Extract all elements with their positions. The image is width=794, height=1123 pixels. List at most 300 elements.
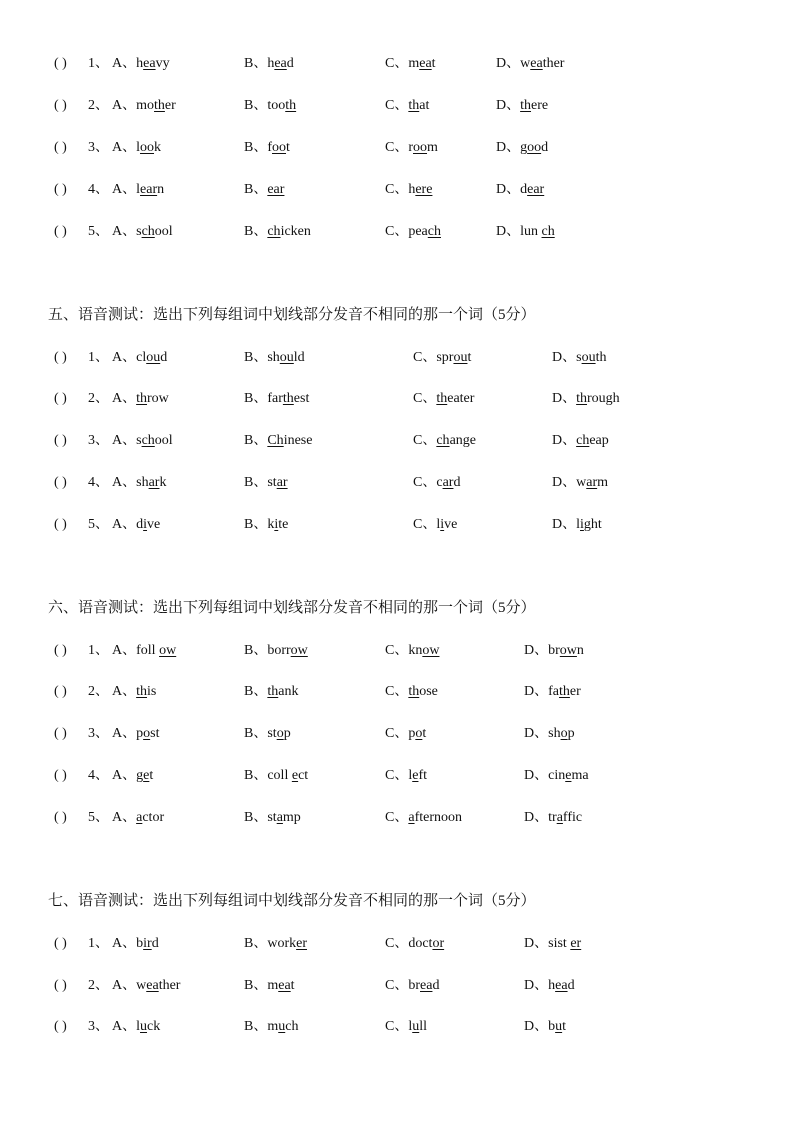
word-part: d xyxy=(432,978,440,993)
word-part: p xyxy=(136,726,144,741)
section-title: 五、语音测试：选出下列每组词中划线部分发音不相同的那一个词（5分） xyxy=(48,307,536,323)
option-a xyxy=(112,681,156,703)
word-part: d xyxy=(453,475,461,490)
option-word xyxy=(436,350,471,365)
option-word xyxy=(520,56,564,71)
option-word xyxy=(267,810,300,825)
underlined-part: ea xyxy=(419,56,432,71)
option-a xyxy=(112,723,159,745)
option-letter: C、 xyxy=(413,350,437,365)
answer-blank[interactable]: ( ) xyxy=(54,517,67,532)
word-part: n xyxy=(576,643,584,658)
word-part: st xyxy=(150,726,160,741)
option-word xyxy=(267,140,290,155)
option-letter: B、 xyxy=(244,475,268,490)
option-letter: A、 xyxy=(112,391,137,406)
question-number: 1、 xyxy=(88,936,109,951)
option-letter: A、 xyxy=(112,684,137,699)
word-part: d xyxy=(160,350,168,365)
option-word xyxy=(548,643,584,658)
option-letter: D、 xyxy=(496,98,521,113)
option-b xyxy=(244,472,288,494)
underlined-part: ow xyxy=(559,643,577,658)
option-letter: B、 xyxy=(244,726,268,741)
option-letter: A、 xyxy=(112,517,137,532)
option-b xyxy=(244,347,305,369)
answer-blank[interactable]: ( ) xyxy=(54,224,67,239)
word-part: g xyxy=(136,768,144,783)
word-part: ank xyxy=(278,684,299,699)
underlined-part: u xyxy=(412,1019,420,1034)
option-word xyxy=(548,978,574,993)
word-part: er xyxy=(569,684,581,699)
option-letter: B、 xyxy=(244,517,268,532)
word-part: te xyxy=(278,517,289,532)
option-c xyxy=(385,53,436,75)
underlined-part: a xyxy=(556,810,563,825)
option-b xyxy=(244,933,307,955)
word-part: t xyxy=(562,1019,567,1034)
question-number: 2、 xyxy=(88,978,109,993)
option-a xyxy=(112,347,167,369)
option-d xyxy=(552,347,606,369)
underlined-part: oo xyxy=(413,140,428,155)
option-c xyxy=(413,514,457,536)
option-word xyxy=(267,978,294,993)
option-c xyxy=(385,179,432,201)
option-a xyxy=(112,514,160,536)
option-letter: D、 xyxy=(552,350,577,365)
word-part: ool xyxy=(154,224,173,239)
answer-blank[interactable]: ( ) xyxy=(54,182,67,197)
option-letter: C、 xyxy=(385,684,409,699)
underlined-part: ow xyxy=(422,643,440,658)
question-number: 3、 xyxy=(88,726,109,741)
word-part: m xyxy=(427,140,438,155)
option-letter: D、 xyxy=(496,140,521,155)
option-letter: D、 xyxy=(496,182,521,197)
question-number: 3、 xyxy=(88,433,109,448)
underlined-part: ea xyxy=(278,978,291,993)
word-part: h xyxy=(267,56,275,71)
answer-blank[interactable]: ( ) xyxy=(54,810,67,825)
underlined-part: u xyxy=(140,1019,148,1034)
underlined-part: oo xyxy=(140,140,155,155)
word-part: tr xyxy=(548,810,557,825)
option-c xyxy=(413,388,474,410)
option-letter: D、 xyxy=(524,978,549,993)
answer-blank[interactable]: ( ) xyxy=(54,726,67,741)
word-part: ck xyxy=(147,1019,161,1034)
underlined-part: o xyxy=(560,726,568,741)
underlined-part: th xyxy=(576,391,588,406)
question-number: 3、 xyxy=(88,140,109,155)
underlined-part: ear xyxy=(527,182,545,197)
word-part: d xyxy=(520,182,528,197)
option-letter: C、 xyxy=(385,643,409,658)
option-word xyxy=(267,1019,298,1034)
question-row xyxy=(0,53,794,75)
question-number: 3、 xyxy=(88,1019,109,1034)
option-letter: D、 xyxy=(524,1019,549,1034)
underlined-part: e xyxy=(291,768,299,783)
option-word xyxy=(576,517,602,532)
question-row xyxy=(0,95,794,117)
word-part: w xyxy=(520,56,531,71)
option-word xyxy=(136,475,166,490)
option-word xyxy=(136,433,173,448)
word-part: ose xyxy=(419,684,438,699)
word-part: k xyxy=(267,517,275,532)
underlined-part: ou xyxy=(453,350,468,365)
option-word xyxy=(548,684,581,699)
option-word xyxy=(267,768,308,783)
underlined-part: ea xyxy=(420,978,433,993)
option-letter: B、 xyxy=(244,350,268,365)
underlined-part: ir xyxy=(143,936,152,951)
option-b xyxy=(244,53,294,75)
word-part: sh xyxy=(548,726,561,741)
option-letter: A、 xyxy=(112,56,137,71)
word-part: ght xyxy=(583,517,602,532)
option-b xyxy=(244,723,291,745)
word-part: icken xyxy=(280,224,311,239)
option-word xyxy=(136,978,180,993)
option-b xyxy=(244,430,312,452)
option-d xyxy=(524,1016,566,1038)
option-word xyxy=(408,643,439,658)
underlined-part: a xyxy=(276,810,283,825)
underlined-part: th xyxy=(408,98,420,113)
word-part: p xyxy=(567,726,575,741)
answer-blank[interactable]: ( ) xyxy=(54,475,67,490)
answer-blank[interactable]: ( ) xyxy=(54,936,67,951)
word-part: m xyxy=(267,1019,279,1034)
question-number: 1、 xyxy=(88,56,109,71)
word-part: is xyxy=(147,684,157,699)
underlined-part: i xyxy=(143,517,148,532)
option-a xyxy=(112,388,169,410)
option-letter: D、 xyxy=(552,433,577,448)
option-word xyxy=(136,936,159,951)
option-word xyxy=(267,56,293,71)
word-part: l xyxy=(136,182,141,197)
word-part: foll xyxy=(136,643,160,658)
option-word xyxy=(408,726,426,741)
answer-blank[interactable]: ( ) xyxy=(54,350,67,365)
word-part: rough xyxy=(587,391,620,406)
word-part: sh xyxy=(267,350,280,365)
underlined-part: ch xyxy=(141,433,155,448)
option-word xyxy=(267,517,288,532)
underlined-part: er xyxy=(296,936,308,951)
word-part: st xyxy=(267,475,277,490)
answer-blank[interactable]: ( ) xyxy=(54,391,67,406)
option-word xyxy=(408,978,439,993)
word-part: ve xyxy=(147,517,161,532)
underlined-part: th xyxy=(136,684,148,699)
answer-blank[interactable]: ( ) xyxy=(54,1019,67,1034)
question-row xyxy=(0,514,794,536)
word-part: d xyxy=(151,936,159,951)
underlined-part: ar xyxy=(442,475,454,490)
option-letter: B、 xyxy=(244,224,268,239)
question-row xyxy=(0,640,794,662)
option-word xyxy=(548,726,574,741)
option-word xyxy=(548,768,588,783)
word-part: c xyxy=(436,475,443,490)
option-letter: A、 xyxy=(112,140,137,155)
option-word xyxy=(136,643,176,658)
option-word xyxy=(267,684,298,699)
option-letter: B、 xyxy=(244,684,268,699)
underlined-part: th xyxy=(136,391,148,406)
option-a xyxy=(112,95,176,117)
option-letter: D、 xyxy=(552,391,577,406)
word-part: br xyxy=(408,978,421,993)
option-word xyxy=(408,936,444,951)
question-number: 1、 xyxy=(88,643,109,658)
question-row xyxy=(0,933,794,955)
option-a xyxy=(112,933,159,955)
word-part: ther xyxy=(542,56,565,71)
option-word xyxy=(576,475,608,490)
option-d xyxy=(524,723,575,745)
option-d xyxy=(496,137,548,159)
underlined-part: ow xyxy=(290,643,308,658)
option-word xyxy=(520,182,544,197)
underlined-part: o xyxy=(415,726,423,741)
option-letter: C、 xyxy=(413,391,437,406)
underlined-part: ar xyxy=(586,475,598,490)
underlined-part: i xyxy=(440,517,445,532)
option-a xyxy=(112,975,180,997)
option-c xyxy=(385,807,462,829)
option-letter: C、 xyxy=(385,1019,409,1034)
option-d xyxy=(496,179,544,201)
word-part: ll xyxy=(419,1019,428,1034)
answer-blank[interactable]: ( ) xyxy=(54,768,67,783)
answer-blank[interactable]: ( ) xyxy=(54,433,67,448)
option-d xyxy=(552,430,609,452)
option-letter: B、 xyxy=(244,391,268,406)
question-row xyxy=(0,137,794,159)
option-letter: A、 xyxy=(112,978,137,993)
option-b xyxy=(244,221,311,243)
option-c xyxy=(385,681,438,703)
option-c xyxy=(385,640,439,662)
answer-blank[interactable]: ( ) xyxy=(54,684,67,699)
answer-blank[interactable]: ( ) xyxy=(54,643,67,658)
option-word xyxy=(576,391,620,406)
option-word xyxy=(408,1019,427,1034)
word-part: d xyxy=(136,517,144,532)
word-part: ma xyxy=(571,768,589,783)
word-part: borr xyxy=(267,643,291,658)
answer-blank[interactable]: ( ) xyxy=(54,98,67,113)
underlined-part: oo xyxy=(272,140,287,155)
option-letter: A、 xyxy=(112,182,137,197)
underlined-part: e xyxy=(143,768,150,783)
option-letter: C、 xyxy=(385,98,409,113)
question-number: 5、 xyxy=(88,517,109,532)
word-part: p xyxy=(408,726,416,741)
word-part: t xyxy=(290,978,295,993)
word-part: w xyxy=(576,475,587,490)
word-part: ange xyxy=(449,433,476,448)
option-word xyxy=(136,1019,160,1034)
option-letter: D、 xyxy=(524,684,549,699)
word-part: vy xyxy=(155,56,170,71)
option-letter: A、 xyxy=(112,98,137,113)
option-letter: C、 xyxy=(385,182,409,197)
word-part: ool xyxy=(154,433,173,448)
word-part: l xyxy=(136,140,141,155)
option-letter: B、 xyxy=(244,936,268,951)
option-word xyxy=(267,475,287,490)
underlined-part: ch xyxy=(436,433,450,448)
answer-blank[interactable]: ( ) xyxy=(54,56,67,71)
option-word xyxy=(436,517,457,532)
option-letter: C、 xyxy=(413,517,437,532)
option-word xyxy=(136,517,160,532)
word-part: est xyxy=(293,391,310,406)
underlined-part: th xyxy=(520,98,532,113)
underlined-part: a xyxy=(408,810,415,825)
underlined-part: or xyxy=(432,936,445,951)
word-part: s xyxy=(136,224,142,239)
option-b xyxy=(244,807,301,829)
underlined-part: ea xyxy=(274,56,287,71)
option-letter: A、 xyxy=(112,433,137,448)
option-letter: D、 xyxy=(524,936,549,951)
option-d xyxy=(524,807,582,829)
word-part: d xyxy=(541,140,549,155)
word-part: at xyxy=(419,98,430,113)
underlined-part: i xyxy=(580,517,584,532)
option-letter: A、 xyxy=(112,350,137,365)
option-a xyxy=(112,807,164,829)
option-word xyxy=(408,224,441,239)
option-b xyxy=(244,640,308,662)
word-part: row xyxy=(147,391,169,406)
underlined-part: th xyxy=(282,391,294,406)
section-title: 七、语音测试：选出下列每组词中划线部分发音不相同的那一个词（5分） xyxy=(48,893,536,909)
option-word xyxy=(520,140,548,155)
word-part: l xyxy=(136,1019,141,1034)
word-part: l xyxy=(408,768,413,783)
word-part: sist xyxy=(548,936,571,951)
word-part: br xyxy=(548,643,560,658)
option-word xyxy=(267,433,312,448)
option-d xyxy=(496,221,555,243)
underlined-part: th xyxy=(285,98,297,113)
word-part: k xyxy=(154,140,162,155)
word-part: too xyxy=(267,98,286,113)
option-word xyxy=(576,433,609,448)
word-part: b xyxy=(548,1019,556,1034)
underlined-part: ch xyxy=(576,433,590,448)
option-word xyxy=(267,182,284,197)
word-part: l xyxy=(436,517,441,532)
word-part: m xyxy=(267,978,279,993)
option-b xyxy=(244,681,298,703)
option-c xyxy=(385,933,444,955)
underlined-part: ea xyxy=(146,978,159,993)
word-part: ld xyxy=(293,350,305,365)
answer-blank[interactable]: ( ) xyxy=(54,978,67,993)
option-a xyxy=(112,472,166,494)
underlined-part: th xyxy=(436,391,448,406)
option-word xyxy=(267,936,307,951)
word-part: t xyxy=(149,768,154,783)
option-letter: A、 xyxy=(112,726,137,741)
option-a xyxy=(112,765,153,787)
word-part: m xyxy=(597,475,609,490)
option-letter: D、 xyxy=(496,56,521,71)
word-part: doct xyxy=(408,936,433,951)
question-row xyxy=(0,472,794,494)
question-number: 5、 xyxy=(88,810,109,825)
option-d xyxy=(524,681,581,703)
option-c xyxy=(413,347,471,369)
word-part: ctor xyxy=(142,810,165,825)
question-row xyxy=(0,723,794,745)
option-d xyxy=(552,472,608,494)
option-b xyxy=(244,514,288,536)
option-word xyxy=(408,56,435,71)
word-part: ve xyxy=(444,517,458,532)
option-c xyxy=(385,975,439,997)
option-word xyxy=(436,475,460,490)
word-part: t xyxy=(422,726,427,741)
option-letter: B、 xyxy=(244,1019,268,1034)
option-a xyxy=(112,430,173,452)
answer-blank[interactable]: ( ) xyxy=(54,140,67,155)
option-word xyxy=(267,643,307,658)
word-part: st xyxy=(267,810,277,825)
underlined-part: th xyxy=(154,98,165,113)
word-part: w xyxy=(136,978,147,993)
underlined-part: ow xyxy=(159,643,177,658)
option-d xyxy=(552,514,602,536)
option-letter: A、 xyxy=(112,1019,137,1034)
underlined-part: er xyxy=(570,936,582,951)
option-word xyxy=(136,810,164,825)
word-part: s xyxy=(136,433,142,448)
word-part: l xyxy=(576,517,581,532)
question-number: 1、 xyxy=(88,350,109,365)
underlined-part: ch xyxy=(267,224,281,239)
word-part: eater xyxy=(447,391,475,406)
option-b xyxy=(244,179,284,201)
option-c xyxy=(413,430,476,452)
underlined-part: ea xyxy=(143,56,156,71)
option-word xyxy=(267,224,311,239)
option-a xyxy=(112,640,176,662)
underlined-part: a xyxy=(136,810,143,825)
option-c xyxy=(385,723,426,745)
option-letter: D、 xyxy=(496,224,521,239)
word-part: coll xyxy=(267,768,292,783)
underlined-part: ea xyxy=(530,56,543,71)
option-b xyxy=(244,1016,298,1038)
option-c xyxy=(385,765,427,787)
word-part: work xyxy=(267,936,297,951)
option-a xyxy=(112,1016,160,1038)
word-part: inese xyxy=(283,433,313,448)
underlined-part: ch xyxy=(141,224,155,239)
